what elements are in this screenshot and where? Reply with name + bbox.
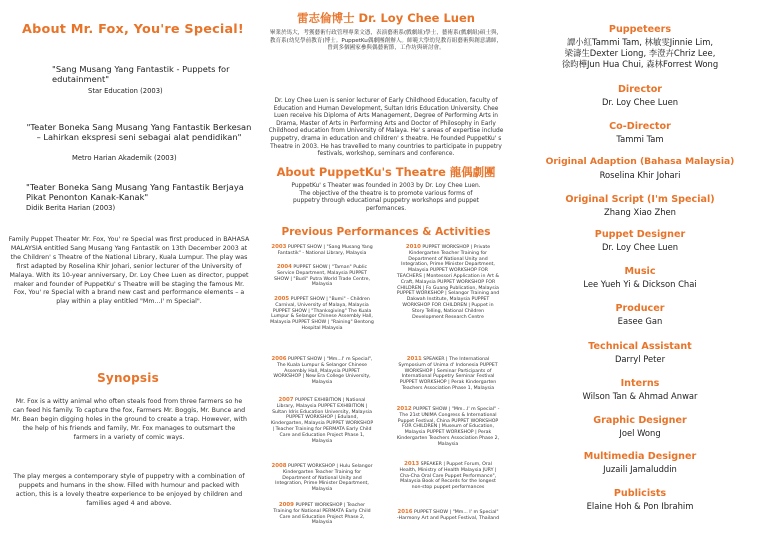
- credit-name: Lee Yueh Yi & Dickson Chai: [583, 279, 697, 289]
- performance-text: PUPPET SHOW | "Mm...I' m Special" -The 21st UNIMA Congress & International Puppet Festival, China PUPPET WORKSHOP FOR CHILDREN | Museum of Education, Malaysia PUPPET WORKSHOP | Perak Kindergarten Teachers Association Phase 2, Malaysia: [396, 407, 500, 447]
- performance-text: PUPPET SHOW | "Mm... I' m Special" -Harmony Art and Puppet Festival, Thailand: [396, 510, 500, 521]
- credit-name: Darryl Peter: [614, 354, 666, 364]
- credit-name: Dr. Loy Chee Luen: [601, 97, 679, 107]
- credit-role: Technical Assistant: [588, 341, 692, 352]
- credit-name: Roselina Khir Johari: [599, 170, 681, 180]
- performance-text: PUPPET SHOW | "Taman" Public Service Department, Malaysia PUPPET SHOW | "Budi" Putra World Trade Centre, Malaysia: [274, 265, 370, 288]
- performance-year: 2003: [271, 244, 287, 250]
- credit-name: Dr. Loy Chee Luen: [601, 242, 679, 252]
- credit-role: Co-Director: [609, 121, 671, 132]
- performance-year: 2007: [278, 397, 294, 403]
- synopsis-paragraph-2: The play merges a contemporary style of puppetry with a combination of puppets and humans in the show. Filled with humour and packed with action, this is a lovely theatre experience to be enjoyed by children and families aged 4 and above.: [13, 473, 245, 507]
- performance-year: 2010: [405, 244, 421, 250]
- performance-item: [270, 265, 374, 288]
- performance-item: [396, 462, 500, 491]
- performance-item: [396, 357, 500, 392]
- left-column: [0, 0, 256, 543]
- credit-role: Original Adaption (Bahasa Malaysia): [545, 156, 735, 167]
- credit-role: Director: [617, 84, 663, 95]
- performance-item: [270, 357, 374, 386]
- bio-heading: 雷志倫博士 Dr. Loy Chee Luen: [297, 11, 475, 25]
- credit-role: Publicists: [613, 488, 667, 499]
- quote-3-source: Didik Berita Harian (2003): [26, 204, 116, 212]
- about-puppetku-text: PuppetKu' s Theater was founded in 2003 by Dr. Loy Chee Luen. The objective of the theatre is to promote various forms of puppetry through educational puppetry workshops and puppet perfomances.: [291, 183, 481, 212]
- bio-english: Dr. Loy Chee Luen is senior lecturer of Early Childhood Education, faculty of Education and Human Development, Sultan Idris Education University. Chee Luen receive his Diploma of Arts Management, Degree of Performing Arts in Drama, Master of Arts in Performing Arts and Doctor of Philosophy in Early Childhood education from University of Malaya. He' s areas of expertise include puppetry, drama in education and children' s theatre. He founded PuppetKu' s Theatre in 2003. He has travelled to many countries to participate in puppetry festivals, workshop, seminars and conference.: [268, 98, 504, 158]
- quote-2: "Teater Boneka Sang Musang Yang Fantastik Berkesan – Lahirkan ekspresi seni sebagai alat pendidikan": [26, 122, 252, 142]
- middle-column: [258, 0, 514, 543]
- performance-year: 2008: [271, 463, 287, 469]
- credit-role: Puppeteers: [608, 24, 672, 35]
- quote-1: "Sang Musang Yang Fantastik - Puppets for edutainment": [52, 64, 230, 84]
- quote-1-source: Star Education (2003): [88, 87, 163, 95]
- credit-name: Zhang Xiao Zhen: [604, 207, 676, 217]
- performance-year: 2012: [396, 406, 412, 412]
- bio-chinese: 畢業於馬大，考獲藝術行政管理專業文憑，表演藝術系(戲劇組)學士，藝術系(戲劇組)碩士與，教育系(幼兒學前教育)博士。PuppetKu偶劇團創辦人。師範大學幼兒教育組藝術與創意講師，曾到多個國家參與偶藝術節，工作坊與研討會。: [269, 30, 503, 52]
- credit-role: Interns: [620, 378, 660, 389]
- performance-year: 2009: [278, 502, 294, 508]
- credit-name: Tammi Tam: [616, 134, 664, 144]
- performance-text: PUPPET WORKSHOP | Private Kindergarten Teacher Training for Department of National Unity and Integration, Prime Minister Department, Malaysia PUPPET WORKSHOP FOR TEACHERS | Montessori Application in Art & Craft, Malaysia PUPPET WORKSHOP FOR CHILDREN | Fo Guang Publication, Malaysia PUPPET WORKSHOP | Selangor Training and Dakwah Institute, Malaysia PUPPET WORKSHOP FOR CHILDREN | Puppet in Story Telling, National Children Development Research Centre: [396, 245, 500, 320]
- credit-name: Elaine Hoh & Pon Ibrahim: [586, 501, 694, 511]
- performance-item: [270, 464, 374, 493]
- performance-item: [270, 245, 374, 257]
- performance-item: [396, 510, 500, 522]
- performance-year: 2016: [397, 509, 413, 515]
- performance-year: 2011: [406, 356, 422, 362]
- credit-name: 梁濤生Dexter Liong, 李澄卉Chriz Lee,: [564, 48, 716, 58]
- performance-item: [270, 297, 374, 332]
- credit-name: Juzaili Jamaluddin: [603, 464, 677, 474]
- credit-role: Original Script (I'm Special): [565, 194, 715, 205]
- performance-year: 2013: [404, 461, 420, 467]
- performance-text: SPEAKER | Puppet Forum, Oral Health, Ministry of Health Malaysia JURY | Cha-Cha Oral Care Puppet Performance", Malaysia Book of Records for the longest non-stop puppet performances: [399, 462, 497, 491]
- credit-role: Puppet Designer: [594, 229, 686, 240]
- performances-heading: Previous Performances & Activities: [281, 226, 491, 238]
- credit-name: 徐昀樺Jun Hua Chui, 森林Forrest Wong: [561, 59, 719, 69]
- synopsis-paragraph-1: Mr. Fox is a witty animal who often steals food from three farmers so he can feed his family. To capture the fox, Farmers Mr. Boggis, Mr. Bunce and Mr. Bean begin digging holes in the ground to create a trap. However, with the help of his friends and family, Mr. Fox manages to outsmart the farmers in a variety of comic ways.: [11, 398, 247, 441]
- credits-column: [512, 0, 768, 543]
- credit-role: Music: [624, 266, 656, 277]
- performance-text: PUPPET SHOW | "Mm...I' m Special", The Kuala Lumpur & Selangor Chinese Assembly Hall, Malaysia PUPPET WORKSHOP | New Era College University, Malaysia: [273, 357, 373, 386]
- performance-year: 2006: [271, 356, 287, 362]
- synopsis-heading: Synopsis: [97, 371, 159, 385]
- performance-text: PUPPET WORKSHOP | Teacher Training for National PERMATA Early Child Care and Education Project Phase 2, Malaysia: [273, 503, 371, 526]
- performance-year: 2005: [274, 296, 290, 302]
- performance-text: PUPPET SHOW | "Sang Musang Yang Fantastik" - National Library, Malaysia: [277, 245, 373, 256]
- about-mr-fox-heading: About Mr. Fox, You're Special!: [22, 22, 244, 37]
- credit-role: Multimedia Designer: [583, 451, 697, 462]
- credit-role: Producer: [615, 303, 665, 314]
- intro-paragraph: Family Puppet Theater Mr. Fox, You' re Special was first produced in BAHASA MALAYSIA entitled Sang Musang Yang Fantastik on 13th December 2003 at the Children' s Theatre of the National Library, Kuala Lumpur. The play was first adapted by Roselina Khir Johari, senior lecturer of the University of Malaya. With its 10-year anniversary, Dr. Loy Chee Luen as director, puppet maker and founder of PuppetKu' s Theatre will be staging the famous Mr. Fox, You' re Special with a brand new cast and performance elements – a play within a play entitled "Mm...I' m Special".: [8, 236, 250, 306]
- performance-item: [396, 407, 500, 448]
- quote-2-source: Metro Harian Akademik (2003): [72, 154, 177, 162]
- performance-year: 2004: [276, 264, 292, 270]
- about-puppetku-heading: About PuppetKu's Theatre 龍偶劇團: [276, 165, 496, 179]
- performance-text: SPEAKER | The International Symposium of Unima d' Indonesia PUPPET WORKSHOP | Seminar Participants of International Puppetry Seminar Festival PUPPET WORKSHOP | Perak Kindergarten Teachers Association Phase 1, Malaysia: [398, 357, 498, 391]
- credit-name: Joel Wong: [619, 428, 661, 438]
- performance-item: [270, 398, 374, 444]
- credit-name: 譚小紅Tammi Tam, 林敏雯Jinnie Lim,: [566, 37, 714, 47]
- credit-role: Graphic Designer: [593, 415, 687, 426]
- performance-text: PUPPET WORKSHOP | Hulu Selangor Kindergarten Teacher Training for Department of National Unity and Integration, Prime Minister Department, Malaysia: [275, 464, 373, 493]
- quote-3: "Teater Boneka Sang Musang Yang Fantastik Berjaya Pikat Penonton Kanak-Kanak": [26, 182, 244, 202]
- credit-name: Easee Gan: [617, 316, 663, 326]
- performance-item: [270, 503, 374, 526]
- performance-text: PUPPET SHOW | "Bumi" - Children Carnival, University of Malaya, Malaysia PUPPET SHOW | "Thanksgiving" The Kuala Lumpur & Selangor Chinese Assembly Hall, Malaysia PUPPET SHOW | "Raining" Bentong Hospital Malaysia: [270, 297, 374, 331]
- performance-item: [396, 245, 500, 320]
- performance-text: PUPPET EXHIBITION | National Library, Malaysia PUPPET EXHIBITION | Sultan Idris Education University, Malaysia PUPPET WORKSHOP | Eduland, Kindergarten, Malaysia PUPPET WORKSHOP | Teacher Training for PERMATA Early Child Care and Education Project Phase 1, Malaysia: [270, 398, 374, 444]
- credit-name: Wilson Tan & Ahmad Anwar: [582, 391, 698, 401]
